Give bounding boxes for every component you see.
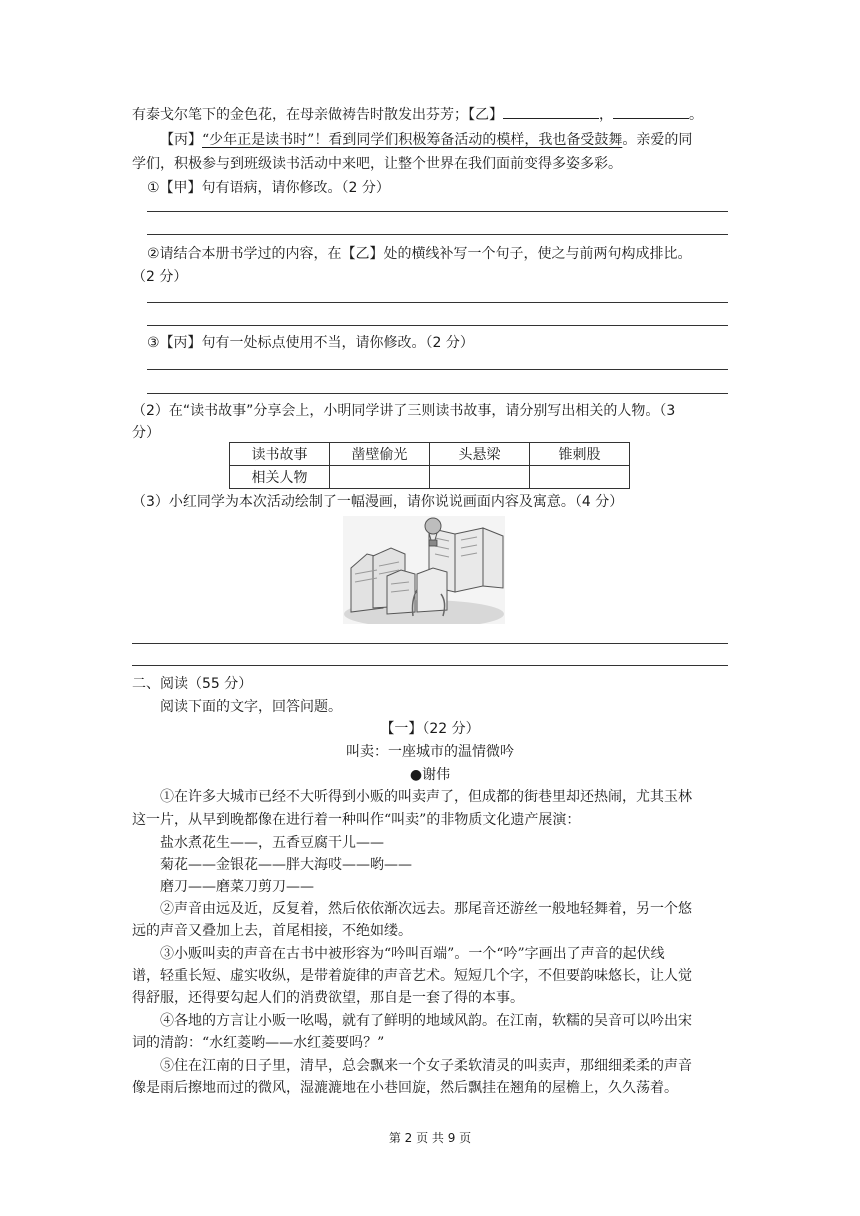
- paragraph-4-line-1: ④各地的方言让小贩一吆喝，就有了鲜明的地域风韵。在江南，软糯的吴音可以吟出宋: [160, 1013, 692, 1029]
- table-row: [230, 466, 630, 489]
- table-row: [230, 443, 630, 466]
- paragraph-5-line-1: ⑤住在江南的日子里，清早，总会飘来一个女子柔软清灵的叫卖声，那细细柔柔的声音: [160, 1058, 692, 1074]
- answer-cell[interactable]: [530, 466, 630, 489]
- table-header-cell: 锥刺股: [530, 443, 630, 466]
- question-2-score: 分）: [132, 425, 160, 441]
- table-row-label: 相关人物: [230, 466, 330, 489]
- answer-line[interactable]: [147, 302, 728, 303]
- reading-instruction: 阅读下面的文字，回答问题。: [160, 699, 342, 715]
- paragraph-2-line-1: ②声音由远及近，反复着，然后依依渐次远去。那尾音还游丝一般地轻舞着，另一个悠: [160, 901, 692, 917]
- question-3: （3）小红同学为本次活动绘制了一幅漫画，请你说说画面内容及寓意。（4 分）: [132, 494, 624, 510]
- paragraph-3-line-3: 得舒服，还得要勾起人们的消费欲望，那自是一套了得的本事。: [132, 990, 524, 1006]
- section-heading: 二、阅读（55 分）: [132, 676, 253, 692]
- passage-line-1: 有泰戈尔笔下的金色花，在母亲做祷告时散发出芬芳；【乙】 ， 。: [132, 104, 703, 125]
- paragraph-3-line-1: ③小贩叫卖的声音在古书中被形容为“吟叫百端”。一个“吟”字画出了声音的起伏线: [160, 946, 665, 962]
- vendor-call-1: 盐水煮花生——，五香豆腐干儿——: [160, 835, 384, 851]
- answer-cell[interactable]: [330, 466, 430, 489]
- paragraph-3-line-2: 谱，轻重长短、虚实收纵，是带着旋律的声音艺术。短短几个字，不但要韵味悠长，让人觉: [132, 968, 692, 984]
- question-1c: ③【丙】句有一处标点使用不当，请你修改。（2 分）: [147, 335, 474, 351]
- table-header-cell: 读书故事: [230, 443, 330, 466]
- answer-line[interactable]: [147, 369, 728, 370]
- paragraph-2-line-2: 远的声音又叠加上去，首尾相接，不绝如缕。: [132, 923, 412, 939]
- article-title: 叫卖：一座城市的温情微吟: [346, 744, 514, 760]
- paragraph-4-line-2: 词的清韵：“水红菱哟——水红菱要吗？”: [132, 1035, 385, 1051]
- answer-line[interactable]: [147, 234, 728, 235]
- vendor-call-2: 菊花——金银花——胖大海哎——哟——: [160, 857, 412, 873]
- question-1b: ②请结合本册书学过的内容，在【乙】处的横线补写一个句子，使之与前两句构成排比。: [147, 246, 692, 262]
- question-1a: ①【甲】句有语病，请你修改。（2 分）: [147, 180, 390, 196]
- reading-story-table: [229, 442, 630, 489]
- question-2: （2）在“读书故事”分享会上，小明同学讲了三则读书故事，请分别写出相关的人物。（3: [132, 403, 676, 419]
- table-header-cell: 凿壁偷光: [330, 443, 430, 466]
- answer-blank-yi-2[interactable]: [613, 104, 689, 119]
- table-header-cell: 头悬梁: [430, 443, 530, 466]
- answer-line[interactable]: [132, 643, 728, 644]
- answer-cell[interactable]: [430, 466, 530, 489]
- passage-line-3: 学们，积极参与到班级读书活动中来吧，让整个世界在我们面前变得多姿多彩。: [132, 156, 622, 172]
- comic-books-balloon-illustration: [343, 516, 505, 624]
- answer-line[interactable]: [147, 325, 728, 326]
- answer-line[interactable]: [147, 393, 728, 394]
- answer-blank-yi-1[interactable]: [503, 104, 599, 119]
- question-1b-score: （2 分）: [132, 269, 188, 285]
- paragraph-1-line-1: ①在许多大城市已经不大听得到小贩的叫卖声了，但成都的街巷里却还热闹，尤其玉林: [160, 789, 692, 805]
- paragraph-5-line-2: 像是雨后擦地而过的微风，湿漉漉地在小巷回旋，然后飘挂在翘角的屋檐上，久久荡着。: [132, 1080, 678, 1096]
- bing-sentence: “少年正是读书时”！看到同学们积极筹备活动的模样，我也备受鼓舞: [202, 132, 623, 148]
- part-label: 【一】（22 分）: [380, 721, 480, 737]
- vendor-call-3: 磨刀——磨菜刀剪刀——: [160, 879, 314, 895]
- answer-line[interactable]: [147, 211, 728, 212]
- answer-line[interactable]: [132, 665, 728, 666]
- passage-line-2: 【丙】“少年正是读书时”！看到同学们积极筹备活动的模样，我也备受鼓舞。亲爱的同: [160, 132, 693, 148]
- page-footer: 第 2 页 共 9 页: [388, 1131, 472, 1145]
- paragraph-1-line-2: 这一片，从早到晚都像在进行着一种叫作“叫卖”的非物质文化遗产展演：: [132, 812, 581, 828]
- article-author: ●谢伟: [409, 767, 451, 783]
